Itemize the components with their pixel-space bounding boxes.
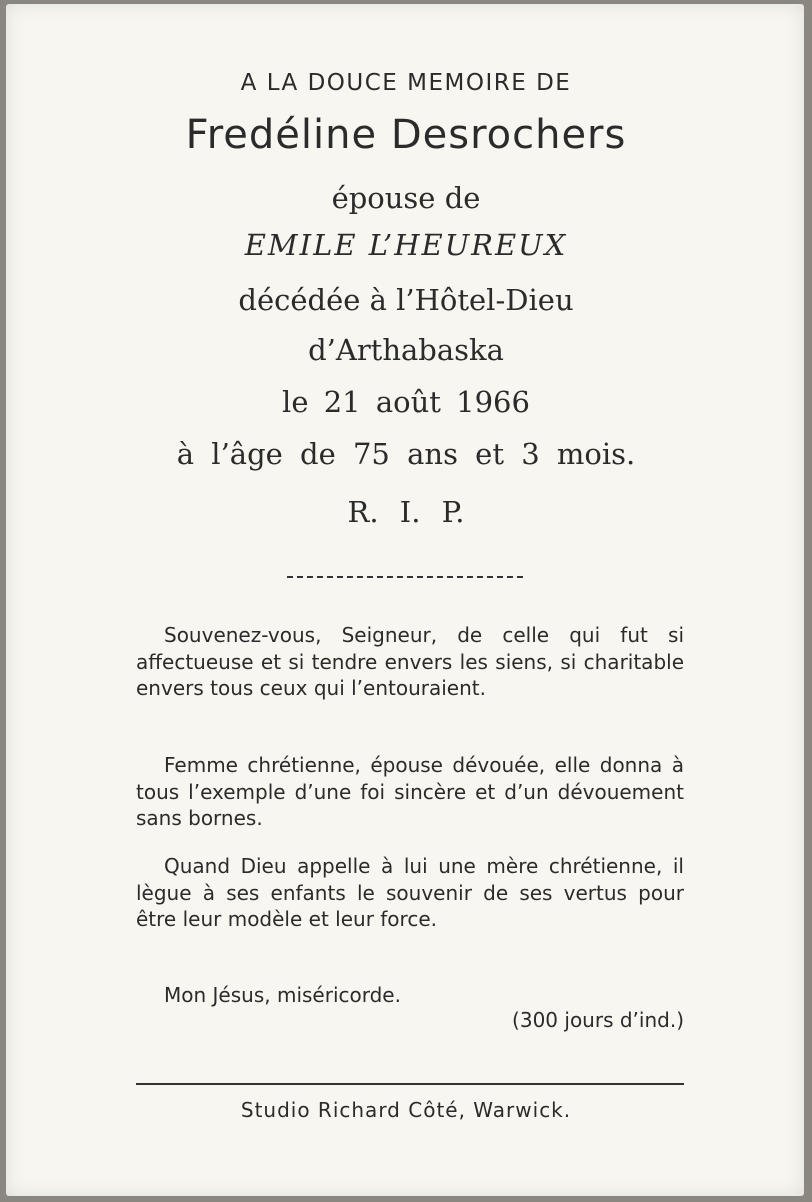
- prayer-paragraph-4: Mon Jésus, miséricorde.: [164, 983, 401, 1007]
- spouse-name: EMILE L’HEUREUX: [244, 228, 568, 262]
- death-date: le 21 août 1966: [282, 385, 530, 419]
- age-at-death: à l’âge de 75 ans et 3 mois.: [176, 437, 636, 471]
- death-place-line1: décédée à l’Hôtel-Dieu: [238, 283, 574, 317]
- solid-divider: [136, 1083, 684, 1085]
- prayer-paragraph-2: Femme chrétienne, épouse dévouée, elle donna à tous l’exemple d’une foi sincère et d’un dévouement sans bornes.: [136, 753, 684, 830]
- prayer-paragraph-3: Quand Dieu appelle à lui une mère chrétienne, il lègue à ses enfants le souvenir de ses vertus pour être leur modèle et leur force.: [136, 854, 684, 931]
- studio-credit: Studio Richard Côté, Warwick.: [240, 1098, 572, 1122]
- spouse-prefix: épouse de: [331, 181, 481, 215]
- deceased-name: Fredéline Desrochers: [185, 112, 627, 158]
- intro-heading: A LA DOUCE MEMOIRE DE: [240, 70, 572, 96]
- death-place-line2: d’Arthabaska: [308, 333, 504, 367]
- rip-text: R. I. P.: [347, 495, 465, 529]
- dashed-divider: [287, 576, 523, 578]
- indulgence-note: (300 jours d’ind.): [512, 1008, 684, 1032]
- prayer-paragraph-1: Souvenez-vous, Seigneur, de celle qui fut si affectueuse et si tendre envers les siens, si charitable envers tous ceux qui l’entouraient.: [136, 623, 684, 700]
